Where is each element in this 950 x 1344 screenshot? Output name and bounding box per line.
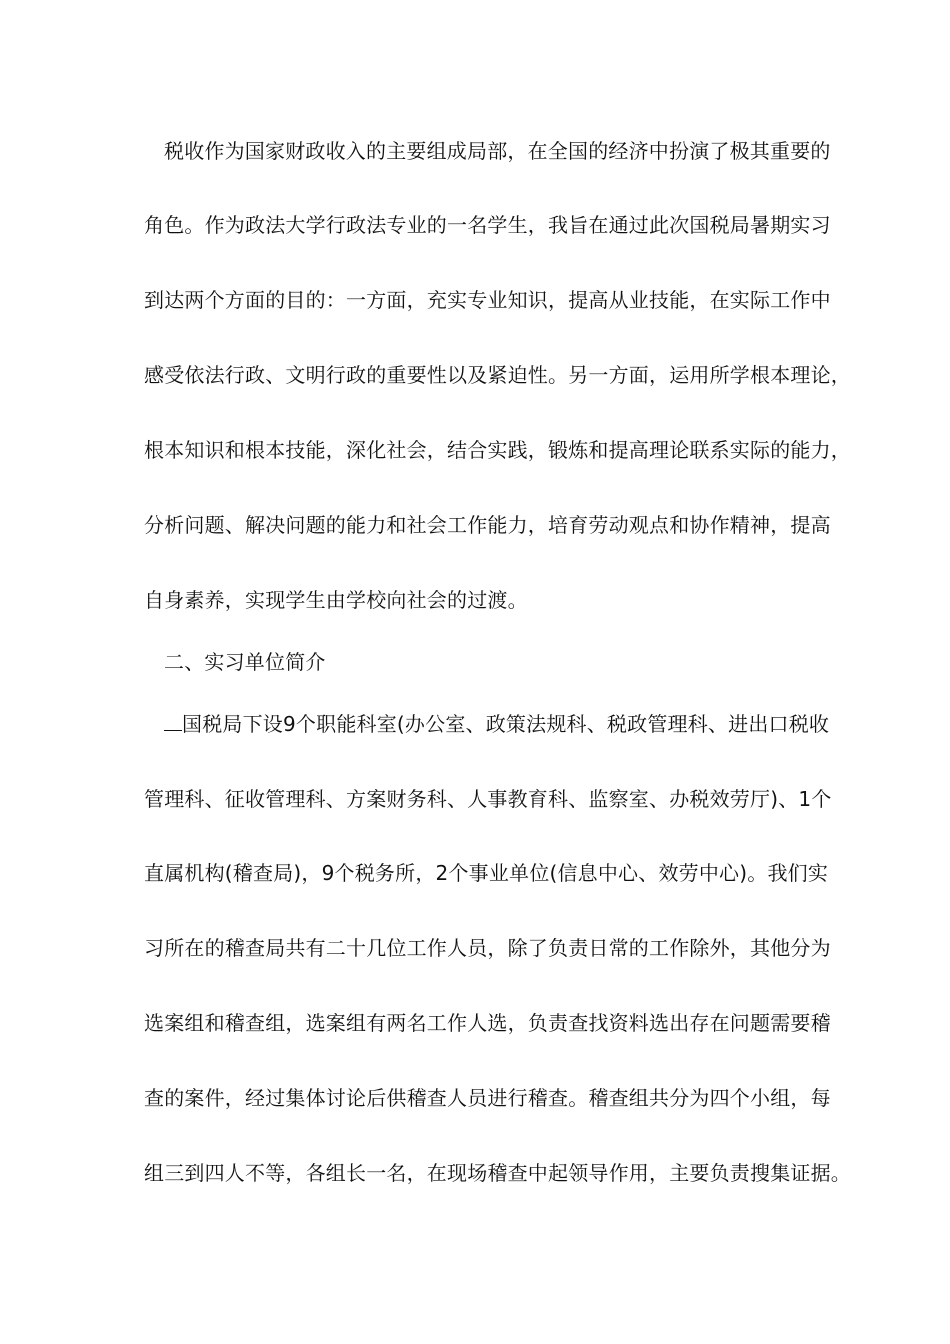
paragraph-line: 组三到四人不等，各组长一名，在现场稽查中起领导作用，主要负责搜集证据。 [144, 1161, 851, 1185]
section-heading: 二、实习单位简介 [164, 650, 326, 674]
paragraph-line: 角色。作为政法大学行政法专业的一名学生，我旨在通过此次国税局暑期实习 [144, 213, 831, 237]
paragraph-line: 自身素养，实现学生由学校向社会的过渡。 [144, 588, 528, 612]
paragraph-line: 习所在的稽查局共有二十几位工作人员，除了负责日常的工作除外，其他分为 [144, 936, 831, 960]
paragraph-line-first [164, 710, 834, 738]
paragraph-line: 直属机构(稽查局)，9个税务所，2个事业单位(信息中心、效劳中心)。我们实 [144, 861, 829, 885]
paragraph-line: 根本知识和根本技能，深化社会，结合实践，锻炼和提高理论联系实际的能力， [144, 438, 851, 462]
paragraph-line: 税收作为国家财政收入的主要组成局部，在全国的经济中扮演了极其重要的 [164, 139, 831, 163]
paragraph-line: 感受依法行政、文明行政的重要性以及紧迫性。另一方面，运用所学根本理论， [144, 363, 851, 387]
blank-underline [164, 712, 182, 731]
paragraph-line: 管理科、征收管理科、方案财务科、人事教育科、监察室、办税效劳厅)、1个 [144, 787, 832, 811]
paragraph-line-text: 国税局下设9个职能科室(办公室、政策法规科、税政管理科、进出口税收 [182, 712, 830, 736]
paragraph-line: 查的案件，经过集体讨论后供稽查人员进行稽查。稽查组共分为四个小组，每 [144, 1086, 831, 1110]
paragraph-line: 选案组和稽查组，选案组有两名工作人选，负责查找资料选出存在问题需要稽 [144, 1011, 831, 1035]
paragraph-line: 到达两个方面的目的：一方面，充实专业知识，提高从业技能，在实际工作中 [144, 288, 831, 312]
paragraph-line: 分析问题、解决问题的能力和社会工作能力，培育劳动观点和协作精神，提高 [144, 513, 831, 537]
